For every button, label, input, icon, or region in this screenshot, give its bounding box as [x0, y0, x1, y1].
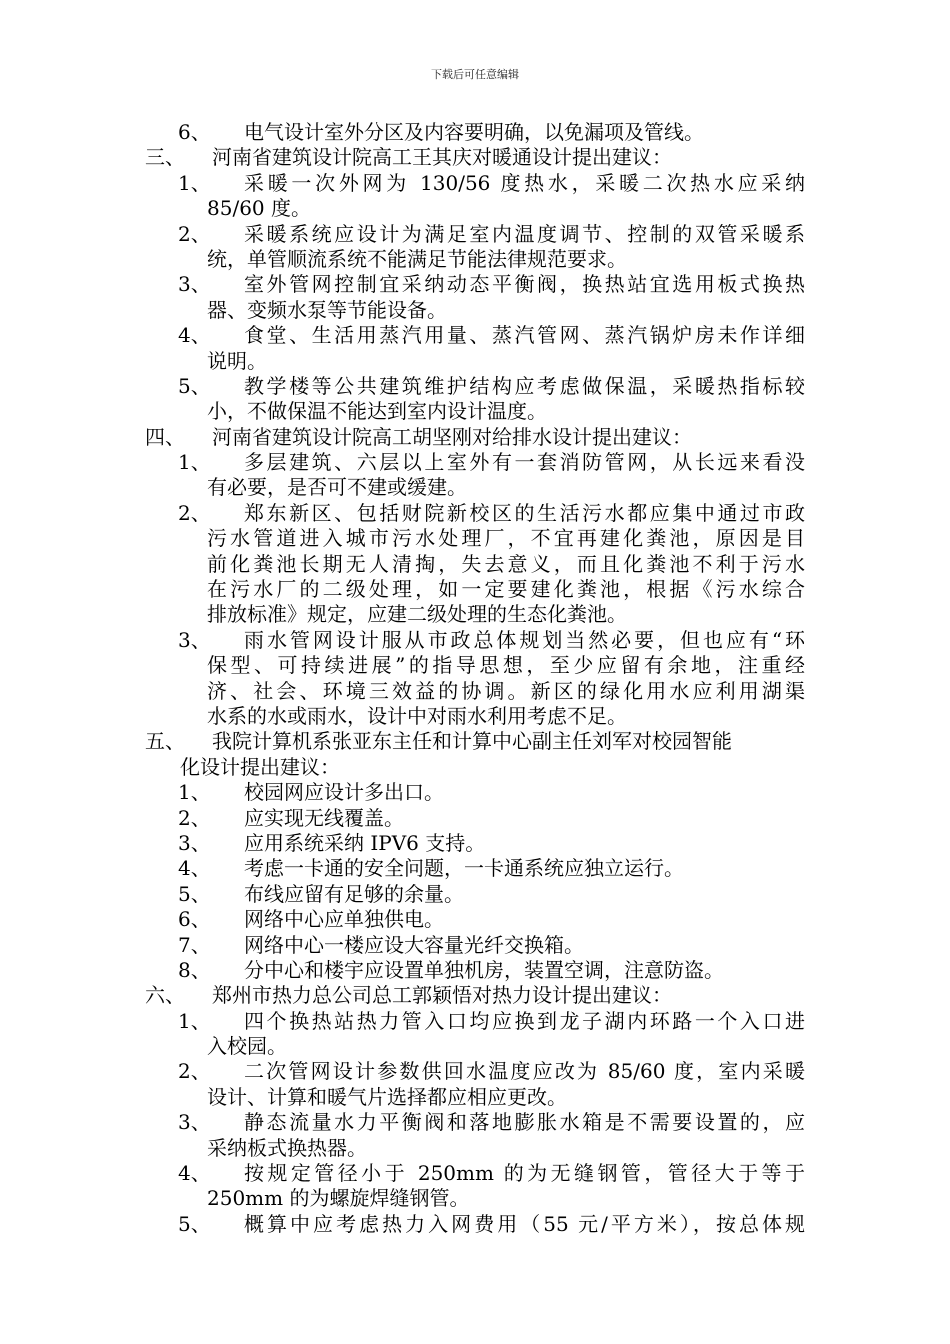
section-heading-line	[0, 145, 950, 170]
list-item-line	[0, 907, 950, 932]
list-item-line	[0, 1136, 950, 1161]
list-item-line	[0, 450, 950, 475]
list-marker: 3、	[178, 627, 211, 652]
list-item-line	[0, 1034, 950, 1059]
list-item-line	[0, 1212, 950, 1237]
list-item-line	[0, 349, 950, 374]
line-text: 250mm 的为螺旋焊缝钢管。	[207, 1186, 470, 1211]
line-text: 郑州市热力总公司总工郭颖悟对热力设计提出建议：	[212, 983, 672, 1008]
line-text: 网络中心一楼应设大容量光纤交换箱。	[244, 932, 584, 957]
list-item-line	[0, 806, 950, 831]
list-item-line	[0, 831, 950, 856]
section-heading-line	[0, 729, 950, 754]
list-marker: 1、	[178, 450, 211, 475]
list-marker: 四、	[145, 424, 185, 449]
document-body	[0, 120, 950, 1237]
list-item-line	[0, 628, 950, 653]
line-text: 统，单管顺流系统不能满足节能法律规范要求。	[207, 246, 627, 271]
line-text: 校园网应设计多出口。	[244, 780, 444, 805]
list-marker: 2、	[178, 500, 211, 525]
line-text: 排放标准》规定，应建二级处理的生态化粪池。	[207, 602, 627, 627]
list-item-line	[0, 272, 950, 297]
line-text: 应实现无线覆盖。	[244, 805, 404, 830]
list-marker: 2、	[178, 221, 211, 246]
line-text: 水系的水或雨水，设计中对雨水利用考虑不足。	[207, 703, 627, 728]
list-marker: 6、	[178, 907, 211, 932]
list-item-line	[0, 856, 950, 881]
list-marker: 1、	[178, 170, 211, 195]
list-item-line	[0, 298, 950, 323]
list-marker: 三、	[145, 145, 185, 170]
list-marker: 5、	[178, 1211, 211, 1236]
list-item-line	[0, 679, 950, 704]
list-item-line	[0, 196, 950, 221]
line-text: 按规定管径小于 250mm 的为无缝钢管，管径大于等于	[244, 1161, 805, 1186]
section-heading-line	[0, 425, 950, 450]
line-text: 在污水厂的二级处理，如一定要建化粪池，根据《污水综合	[207, 577, 805, 602]
list-marker: 六、	[145, 983, 185, 1008]
line-text: 说明。	[207, 348, 267, 373]
section-heading-line	[0, 755, 950, 780]
list-item-line	[0, 1110, 950, 1135]
line-text: 考虑一卡通的安全问题，一卡通系统应独立运行。	[244, 856, 684, 881]
list-item-line	[0, 1009, 950, 1034]
list-marker: 5、	[178, 881, 211, 906]
list-marker: 3、	[178, 272, 211, 297]
list-item-line	[0, 399, 950, 424]
list-item-line	[0, 552, 950, 577]
list-item-line	[0, 653, 950, 678]
line-text: 四个换热站热力管入口均应换到龙子湖内环路一个入口进	[244, 1008, 805, 1033]
line-text: 室外管网控制宜采纳动态平衡阀，换热站宜选用板式换热	[244, 272, 805, 297]
list-marker: 4、	[178, 856, 211, 881]
line-text: 静态流量水力平衡阀和落地膨胀水箱是不需要设置的，应	[244, 1110, 805, 1135]
list-item-line	[0, 501, 950, 526]
page-header: 下载后可任意编辑	[431, 68, 519, 81]
list-marker: 4、	[178, 1161, 211, 1186]
list-item-line	[0, 882, 950, 907]
list-marker: 4、	[178, 323, 211, 348]
line-text: 电气设计室外分区及内容要明确，以免漏项及管线。	[244, 120, 704, 144]
line-text: 布线应留有足够的余量。	[244, 881, 464, 906]
list-marker: 5、	[178, 373, 211, 398]
list-item-line	[0, 374, 950, 399]
list-item-line	[0, 171, 950, 196]
line-text: 器、变频水泵等节能设备。	[207, 297, 447, 322]
list-item-line	[0, 120, 950, 145]
list-item-line	[0, 1085, 950, 1110]
list-item-line	[0, 780, 950, 805]
line-text: 入校园。	[207, 1034, 287, 1059]
list-item-line	[0, 1161, 950, 1186]
line-text: 食堂、生活用蒸汽用量、蒸汽管网、蒸汽锅炉房未作详细	[244, 323, 805, 348]
line-text: 采暖系统应设计为满足室内温度调节、控制的双管采暖系	[244, 221, 805, 246]
line-text: 二次管网设计参数供回水温度应改为 85/60 度，室内采暖	[244, 1059, 805, 1084]
list-item-line	[0, 704, 950, 729]
line-text: 分中心和楼宇应设置单独机房，装置空调，注意防盗。	[244, 957, 724, 982]
line-text: 设计、计算和暖气片选择都应相应更改。	[207, 1084, 567, 1109]
list-marker: 3、	[178, 1110, 211, 1135]
line-text: 化设计提出建议：	[180, 754, 340, 779]
list-marker: 1、	[178, 1008, 211, 1033]
line-text: 我院计算机系张亚东主任和计算中心副主任刘军对校园智能	[212, 729, 732, 754]
list-item-line	[0, 958, 950, 983]
list-item-line	[0, 1059, 950, 1084]
line-text: 河南省建筑设计院高工王其庆对暖通设计提出建议：	[212, 145, 672, 170]
line-text: 应用系统采纳 IPV6 支持。	[244, 830, 486, 855]
list-marker: 6、	[178, 120, 211, 144]
list-item-line	[0, 526, 950, 551]
line-text: 85/60 度。	[207, 196, 311, 221]
list-marker: 3、	[178, 830, 211, 855]
line-text: 网络中心应单独供电。	[244, 907, 444, 932]
line-text: 有必要，是否可不建或缓建。	[207, 475, 467, 500]
list-item-line	[0, 1186, 950, 1211]
line-text: 小，不做保温不能达到室内设计温度。	[207, 399, 547, 424]
list-marker: 2、	[178, 1059, 211, 1084]
line-text: 河南省建筑设计院高工胡坚刚对给排水设计提出建议：	[212, 424, 692, 449]
list-item-line	[0, 602, 950, 627]
list-item-line	[0, 577, 950, 602]
list-item-line	[0, 247, 950, 272]
list-item-line	[0, 323, 950, 348]
line-text: 前化粪池长期无人清掏，失去意义，而且化粪池不利于污水	[207, 551, 805, 576]
list-marker: 2、	[178, 805, 211, 830]
line-text: 郑东新区、包括财院新校区的生活污水都应集中通过市政	[244, 500, 805, 525]
line-text: 济、社会、环境三效益的协调。新区的绿化用水应利用湖渠	[207, 678, 805, 703]
line-text: 雨水管网设计服从市政总体规划当然必要，但也应有“环	[244, 627, 805, 652]
line-text: 多层建筑、六层以上室外有一套消防管网，从长远来看没	[244, 450, 805, 475]
list-item-line	[0, 475, 950, 500]
line-text: 教学楼等公共建筑维护结构应考虑做保温，采暖热指标较	[244, 373, 805, 398]
line-text: 保型、可持续进展”的指导思想，至少应留有余地，注重经	[207, 653, 805, 678]
list-marker: 1、	[178, 780, 211, 805]
list-marker: 7、	[178, 932, 211, 957]
list-marker: 五、	[145, 729, 185, 754]
line-text: 采纳板式换热器。	[207, 1135, 367, 1160]
list-item-line	[0, 933, 950, 958]
line-text: 概算中应考虑热力入网费用（55 元/平方米），按总体规	[244, 1211, 805, 1236]
list-marker: 8、	[178, 957, 211, 982]
section-heading-line	[0, 983, 950, 1008]
list-item-line	[0, 222, 950, 247]
line-text: 污水管道进入城市污水处理厂，不宜再建化粪池，原因是目	[207, 526, 805, 551]
line-text: 采暖一次外网为 130/56 度热水，采暖二次热水应采纳	[244, 170, 805, 195]
